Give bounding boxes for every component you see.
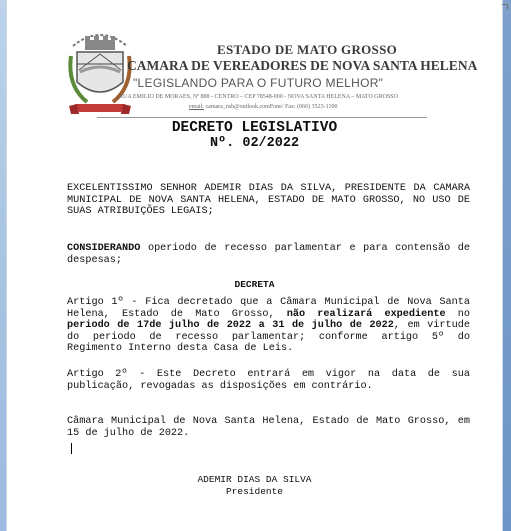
article-1-text-a: Artigo 1º - Fica decretado que a Câmara Municipal de Nova Santa Helena, Estado de Mato Grosso, (67, 297, 470, 320)
window-frame-right (502, 0, 511, 531)
article-1-text-b: não realizará expediente (286, 308, 446, 320)
letterhead-motto: "LEGISLANDO PARA O FUTURO MELHOR" (133, 76, 384, 90)
email-value: camara_nsh@outlook.comFone/ Fax: (066) 3523-1100 (205, 104, 338, 110)
closing-paragraph: Câmara Municipal de Nova Santa Helena, Estado de Mato Grosso, em 15 de julho de 2022. (67, 416, 470, 439)
letterhead (47, 20, 487, 125)
signature-name: ADEMIR DIAS DA SILVA (197, 474, 312, 485)
letterhead-state: ESTADO DE MATO GROSSO (217, 42, 398, 57)
email-label: email: (189, 104, 204, 110)
corner-marker-icon (502, 4, 508, 10)
decreta-heading: DECRETA (234, 279, 275, 290)
document-page (6, 0, 503, 531)
letterhead-contact (189, 104, 337, 110)
article-2: Artigo 2º - Este Decreto entrará em vigor na data de sua publicação, revogadas as disposições em contrário. (67, 369, 470, 392)
letterhead-address: RUA EMILIO DE MORAES, Nº 888 - CENTRO – CEP 78548-000 - NOVA SANTA HELENA – MATO GROSSO (119, 94, 398, 100)
article-1-text-d: periodo de 17de julho de 2022 a 31 de julho de 2022 (67, 320, 394, 331)
text-cursor (71, 443, 72, 454)
article-1 (67, 297, 470, 355)
considerando-text: operiodo de recesso parlamentar e para contensão de despesas; (67, 243, 470, 266)
letterhead-divider (97, 117, 427, 118)
addressee-paragraph: EXCELENTISSIMO SENHOR ADEMIR DIAS DA SILVA, PRESIDENTE DA CAMARA MUNICIPAL DE NOVA SANTA HELENA, ESTADO DE MATO GROSSO, NO USO DE SUAS ATRIBUIÇÕES LEGAIS; (67, 183, 470, 217)
municipal-crest-icon (67, 26, 133, 118)
article-1-text-c: no (445, 308, 470, 320)
article-1-text-e: , em virtude do periodo de recesso parlamentar; conforme artigo 5º do Regimento Interno desta Casa de Leis. (67, 320, 470, 354)
letterhead-chamber: CAMARA DE VEREADORES DE NOVA SANTA HELENA (127, 58, 478, 73)
signature-role: Presidente (225, 486, 283, 497)
decree-number: Nº. 02/2022 (209, 136, 300, 151)
considerando-label: CONSIDERANDO (67, 243, 141, 254)
considerando-paragraph (67, 243, 470, 266)
document-title: DECRETO LEGISLATIVO (171, 120, 338, 136)
